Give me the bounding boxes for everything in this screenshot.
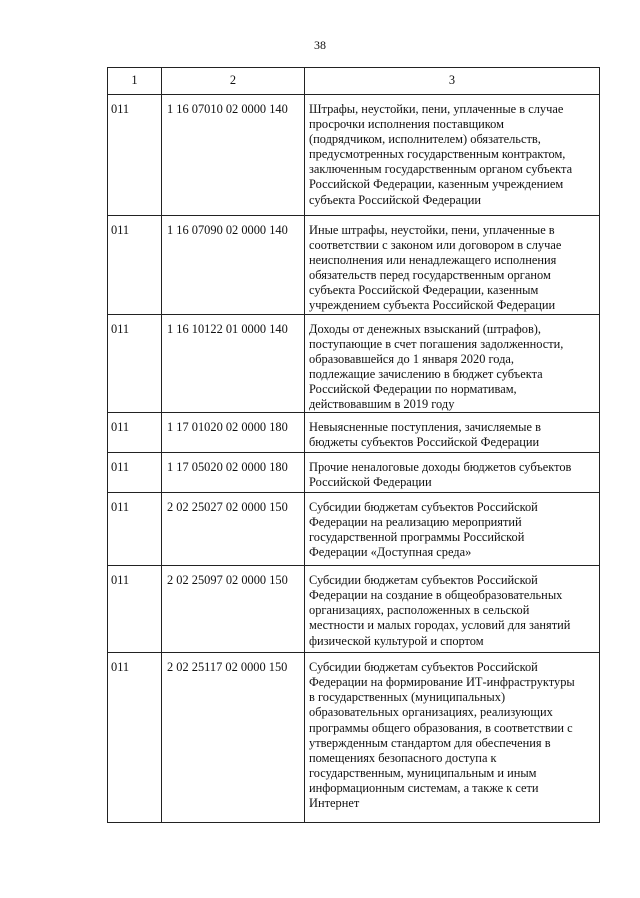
admin-code-cell: 011 xyxy=(108,453,162,493)
description-line: Федерации на реализацию мероприятий xyxy=(309,515,522,530)
description-line: Субсидии бюджетам субъектов Российской xyxy=(309,573,538,588)
revenue-code-cell: 2 02 25027 02 0000 150 xyxy=(162,493,305,566)
description-line: Федерации на формирование ИТ-инфраструктуры xyxy=(309,675,575,690)
admin-code-cell: 011 xyxy=(108,216,162,315)
admin-code-cell: 011 xyxy=(108,413,162,453)
revenue-code-cell: 1 16 07010 02 0000 140 xyxy=(162,95,305,216)
description-line: государственным, муниципальным и иным xyxy=(309,765,537,780)
description-line: образовавшейся до 1 января 2020 года, xyxy=(309,351,515,366)
description-cell xyxy=(305,216,600,315)
description-line: программы общего образования, в соответствии с xyxy=(309,720,573,735)
revenue-code-cell: 2 02 25117 02 0000 150 xyxy=(162,653,305,823)
description-line: предусмотренных государственным контрактом, xyxy=(309,147,566,162)
table-row xyxy=(108,653,600,823)
description-line: местности и малых городах, условий для занятий xyxy=(309,618,571,633)
admin-code-cell: 011 xyxy=(108,566,162,653)
table-row xyxy=(108,314,600,413)
header-col-3: 3 xyxy=(305,68,600,95)
description-line: неисполнения или ненадлежащего исполнения xyxy=(309,253,557,268)
revenue-codes-table xyxy=(107,67,600,823)
description-cell xyxy=(305,95,600,216)
description-line: (подрядчиком, исполнителем) обязательств, xyxy=(309,132,541,147)
revenue-code-cell: 1 16 07090 02 0000 140 xyxy=(162,216,305,315)
description-line: Федерации «Доступная среда» xyxy=(309,545,472,560)
description-line: бюджеты субъектов Российской Федерации xyxy=(309,435,540,450)
description-line: Доходы от денежных взысканий (штрафов), xyxy=(309,321,542,336)
description-line: просрочки исполнения поставщиком xyxy=(309,117,504,132)
description-line: организациях, расположенных в сельской xyxy=(309,603,530,618)
description-cell xyxy=(305,413,600,453)
revenue-code-cell: 1 17 01020 02 0000 180 xyxy=(162,413,305,453)
description-line: заключенным государственным органом субъекта xyxy=(309,162,573,177)
description-line: действовавшим в 2019 году xyxy=(309,397,455,412)
description-line: Федерации на создание в общеобразовательных xyxy=(309,588,563,603)
revenue-code-cell: 2 02 25097 02 0000 150 xyxy=(162,566,305,653)
revenue-code-cell: 1 17 05020 02 0000 180 xyxy=(162,453,305,493)
description-line: соответствии с законом или договором в случае xyxy=(309,238,562,253)
description-line: субъекта Российской Федерации, казенным xyxy=(309,283,539,298)
description-line: информационным системам, а также к сети xyxy=(309,780,539,795)
admin-code-cell: 011 xyxy=(108,653,162,823)
description-cell xyxy=(305,314,600,413)
description-line: физической культурой и спортом xyxy=(309,633,484,648)
description-cell xyxy=(305,653,600,823)
description-line: поступающие в счет погашения задолженности, xyxy=(309,336,564,351)
admin-code-cell: 011 xyxy=(108,95,162,216)
description-line: Иные штрафы, неустойки, пени, уплаченные в xyxy=(309,223,555,237)
description-line: Невыясненные поступления, зачисляемые в xyxy=(309,420,541,435)
page-number: 38 xyxy=(314,38,326,52)
admin-code-cell: 011 xyxy=(108,314,162,413)
revenue-code-cell: 1 16 10122 01 0000 140 xyxy=(162,314,305,413)
description-line: утвержденным стандартом для обеспечения в xyxy=(309,735,551,750)
description-line: Субсидии бюджетам субъектов Российской xyxy=(309,500,538,515)
description-line: Субсидии бюджетам субъектов Российской xyxy=(309,660,538,675)
table-row xyxy=(108,216,600,315)
description-line: помещениях безопасного доступа к xyxy=(309,750,497,765)
description-line: в государственных (муниципальных) xyxy=(309,690,506,705)
description-line: Прочие неналоговые доходы бюджетов субъектов xyxy=(309,460,572,475)
description-cell xyxy=(305,453,600,493)
description-line: подлежащие зачислению в бюджет субъекта xyxy=(309,366,543,381)
description-line: Российской Федерации по нормативам, xyxy=(309,381,517,396)
description-line: Штрафы, неустойки, пени, уплаченные в случае xyxy=(309,102,564,116)
description-line: Российской Федерации, казенным учреждением xyxy=(309,177,564,192)
header-col-2: 2 xyxy=(162,68,305,95)
description-line: Российской Федерации xyxy=(309,475,432,490)
description-line: учреждением субъекта Российской Федерации xyxy=(309,298,556,313)
description-line: государственной программы Российской xyxy=(309,530,525,545)
table-row xyxy=(108,566,600,653)
description-line: обязательств перед государственным органом xyxy=(309,268,551,283)
description-cell xyxy=(305,493,600,566)
admin-code-cell: 011 xyxy=(108,493,162,566)
table-header-row xyxy=(108,68,600,95)
table-row xyxy=(108,95,600,216)
table-row xyxy=(108,493,600,566)
table-row xyxy=(108,453,600,493)
description-line: Интернет xyxy=(309,795,360,810)
table-row xyxy=(108,413,600,453)
description-line: субъекта Российской Федерации xyxy=(309,192,481,207)
header-col-1: 1 xyxy=(108,68,162,95)
description-cell xyxy=(305,566,600,653)
description-line: образовательных организациях, реализующих xyxy=(309,705,553,720)
